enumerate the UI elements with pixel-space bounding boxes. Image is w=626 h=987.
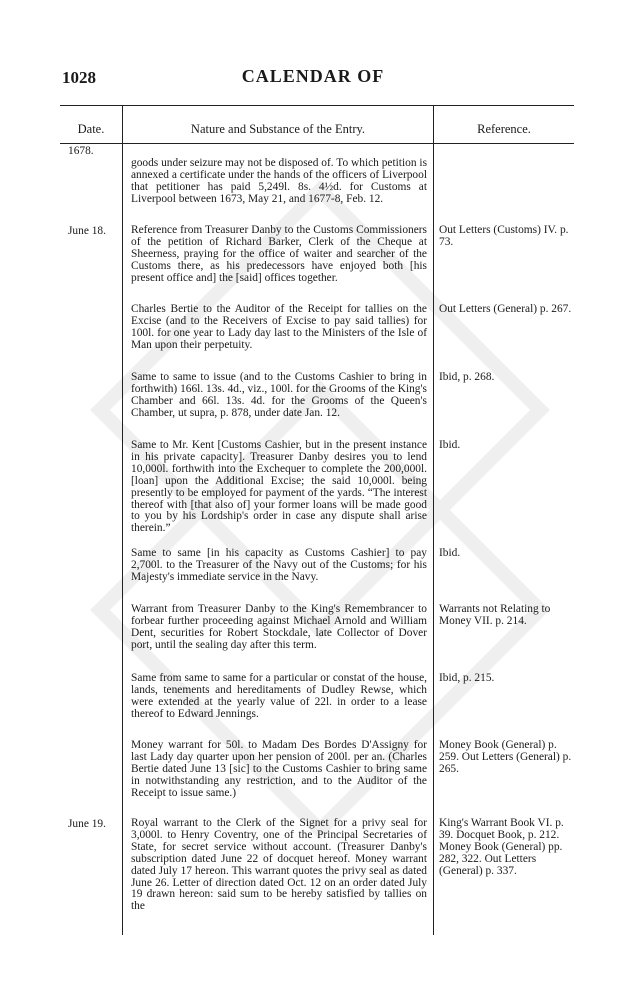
entry-text: Money warrant for 50l. to Madam Des Bordes D'Assigny for last Lady day quarter upon her pension of 200l. per an. (Charles Bertie dated June 13 [sic] to the Customs Cashier to bring same in notwithstanding any restriction, and to the Auditor of the Receipt to issue same.) xyxy=(131,739,427,799)
column-divider-left xyxy=(122,105,123,935)
entry-reference: Ibid. xyxy=(439,547,461,559)
entry-reference: Ibid, p. 268. xyxy=(439,371,495,383)
entry-text: Royal warrant to the Clerk of the Signet for a privy seal for 3,000l. to Henry Coventry, one of the Principal Secretaries of State, for secret service without account. (Treasurer Danby's subscription dated June 22 of docquet hereof. Money warrant dated July 17 hereon. This warrant quotes the privy seal as dated June 26. Letter of direction dated Oct. 12 on an order dated July 19 drawn hereon: said sum to be hereby satisfied by tallies on the xyxy=(131,817,427,913)
column-header-date: Date. xyxy=(77,122,105,136)
column-header-nature: Nature and Substance of the Entry. xyxy=(190,122,366,136)
entry-reference: Out Letters (Customs) IV. p. 73. xyxy=(439,224,569,248)
entry-date: June 18. xyxy=(68,225,106,237)
year-marker: 1678. xyxy=(68,145,94,157)
entry-text: goods under seizure may not be disposed of. To which petition is annexed a certificate under the hands of the officers of Liverpool that petitioner has paid 5,249l. 8s. 4½d. for Customs at Liverpool between 1673, May 21, and 1677-8, Feb. 12. xyxy=(131,157,427,205)
entry-reference: King's Warrant Book VI. p. 39. Docquet Book, p. 212. Money Book (General) pp. 282, 322. Out Letters (General) p. 337. xyxy=(439,817,564,877)
entry-text: Same to same [in his capacity as Customs Cashier] to pay 2,700l. to the Treasurer of the Navy out of the Customs; for his Majesty's immediate service in the Navy. xyxy=(131,547,427,583)
entry-text: Reference from Treasurer Danby to the Customs Commissioners of the petition of Richard Barker, Clerk of the Cheque at Sheerness, praying for the office of waiter and searcher of the Customs there, as his predecessors have enjoyed both [his present office and] the [said] offices together. xyxy=(131,224,427,284)
page-number: 1028 xyxy=(62,68,96,87)
column-divider-right xyxy=(433,105,434,935)
entry-reference: Warrants not Relating to Money VII. p. 214. xyxy=(439,603,551,627)
entry-reference: Out Letters (General) p. 267. xyxy=(439,303,572,315)
entry-text: Same to same to issue (and to the Customs Cashier to bring in forthwith) 166l. 13s. 4d., viz., 100l. for the Grooms of the King's Chamber and 66l. 13s. 4d. for the Grooms of the Queen's Chamber, ut supra, p. 878, under date Jan. 12. xyxy=(131,371,427,419)
header-bottom-rule xyxy=(60,143,574,144)
entry-text: Same from same to same for a particular or constat of the house, lands, tenements and hereditaments of Dudley Rewse, which were extended at the yearly value of 22l. in order to a lease thereof to Edward Jennings. xyxy=(131,672,427,720)
entry-text: Same to Mr. Kent [Customs Cashier, but in the present instance in his private capacity]. Treasurer Danby desires you to lend 10,000l. forthwith into the Exchequer to complete the 200,000l. [loan] upon the Additional Excise; the said 10,000l. being presently to be employed for payment of the yards. “The interest thereof with [that also of] your former loans will be made good to you by his Lordship's order in case any dispute shall arise therein.” xyxy=(131,439,427,535)
entry-reference: Money Book (General) p. 259. Out Letters (General) p. 265. xyxy=(439,739,572,775)
column-header-reference: Reference. xyxy=(477,122,531,136)
entry-text: Charles Bertie to the Auditor of the Receipt for tallies on the Excise (and to the Receivers of Excise to pay said tallies) for 100l. for one year to Lady day last to the Ministers of the Isle of Man upon their perpetuity. xyxy=(131,303,427,351)
top-rule xyxy=(60,105,574,106)
entry-text: Warrant from Treasurer Danby to the King's Remembrancer to forbear further proceeding against Michael Arnold and William Dent, securities for Robert Stockdale, late Collector of Dover port, until the sealing day after this term. xyxy=(131,603,427,651)
entry-reference: Ibid, p. 215. xyxy=(439,672,495,684)
running-title: CALENDAR OF xyxy=(241,66,385,86)
entry-reference: Ibid. xyxy=(439,439,461,451)
entry-date: June 19. xyxy=(68,818,106,830)
